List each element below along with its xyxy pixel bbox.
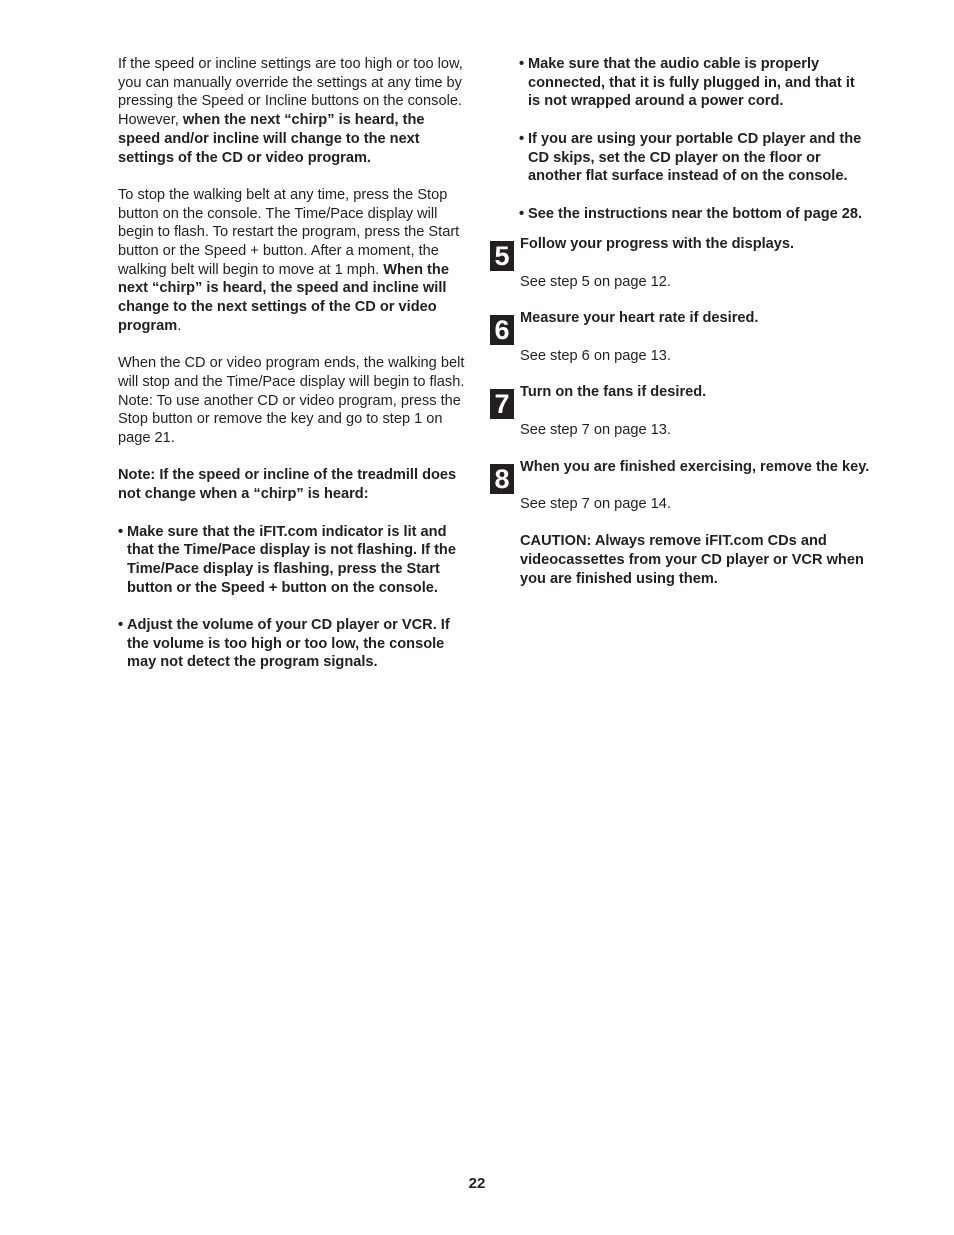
- override-text: If the speed or incline settings are too high or too low, you can manually override the settings at any time by pressing the Speed or Incline buttons on the console. However,: [118, 56, 463, 129]
- step-body: See step 6 on page 13.: [520, 347, 671, 364]
- note-text: Note: If the speed or incline of the treadmill does not change when a “chirp” is heard:: [118, 467, 457, 503]
- bullet-item-volume: [118, 616, 468, 672]
- bullet-dot: •: [519, 130, 525, 147]
- step-5: [490, 235, 870, 291]
- override-paragraph: [118, 55, 468, 167]
- step-title: Follow your progress with the displays.: [520, 236, 795, 253]
- stop-bold-text: When the next “chirp” is heard, the speed and incline will change to the next settings of the CD or video program: [118, 261, 449, 334]
- bullet-text: Make sure that the audio cable is properly connected, that it is fully plugged in, and that it is not wrapped around a power cord.: [528, 56, 855, 110]
- bullet-item-cd-skips: [519, 130, 870, 186]
- step-number-badge: 8: [490, 464, 514, 494]
- step-title: Turn on the fans if desired.: [520, 384, 707, 401]
- stop-end-text: .: [177, 317, 182, 334]
- step-body: See step 7 on page 13.: [520, 421, 671, 438]
- caution-text: CAUTION: Always remove iFIT.com CDs and videocassettes from your CD player or VCR when you are finished using them.: [520, 533, 864, 587]
- step-body: See step 7 on page 14.: [520, 495, 671, 512]
- bullet-dot: •: [519, 56, 525, 72]
- bullet-item-indicator: [118, 523, 468, 598]
- stop-paragraph: [118, 186, 468, 336]
- step-7: [490, 383, 870, 439]
- bullet-text: Make sure that the iFIT.com indicator is lit and that the Time/Pace display is not flashing. If the Time/Pace display is flashing, press the Start button or the Speed + button on the console.: [127, 523, 456, 596]
- bullet-text: Adjust the volume of your CD player or VCR. If the volume is too high or too low, the console may not detect the program signals.: [127, 617, 450, 671]
- page-number: 22: [468, 1175, 486, 1192]
- right-bullet-list: [490, 55, 870, 223]
- bullet-item-instructions: [519, 205, 870, 224]
- step-8: [490, 458, 870, 589]
- bullet-dot: •: [519, 205, 525, 222]
- bullet-item-audio-cable: [519, 55, 870, 111]
- step-number-badge: 5: [490, 241, 514, 271]
- stop-text: To stop the walking belt at any time, press the Stop button on the console. The Time/Pace display will begin to flash. To restart the program, press the Start button or the Speed + button. After a moment, the walking belt will begin to move at 1 mph.: [118, 186, 460, 278]
- step-6: [490, 309, 870, 365]
- program-end-paragraph: When the CD or video program ends, the walking belt will stop and the Time/Pace display will begin to flash. Note: To use another CD or video program, press the Stop button or remove the key and go to step 1 on page 21.: [118, 355, 465, 447]
- step-number-badge: 7: [490, 389, 514, 419]
- step-title: When you are finished exercising, remove the key.: [520, 458, 870, 475]
- left-column: [118, 55, 468, 691]
- step-number-badge: 6: [490, 315, 514, 345]
- bullet-text: If you are using your portable CD player and the CD skips, set the CD player on the floor or another flat surface instead of on the console.: [528, 130, 862, 185]
- step-title: Measure your heart rate if desired.: [520, 310, 759, 327]
- override-bold-text: when the next “chirp” is heard, the speed and/or incline will change to the next settings of the CD or video program.: [118, 112, 425, 166]
- right-column: [490, 55, 870, 606]
- step-body: See step 5 on page 12.: [520, 273, 671, 290]
- bullet-text: See the instructions near the bottom of page 28.: [528, 205, 863, 222]
- bullet-dot: •: [118, 523, 124, 540]
- bullet-dot: •: [118, 617, 124, 634]
- note-heading: [118, 466, 468, 503]
